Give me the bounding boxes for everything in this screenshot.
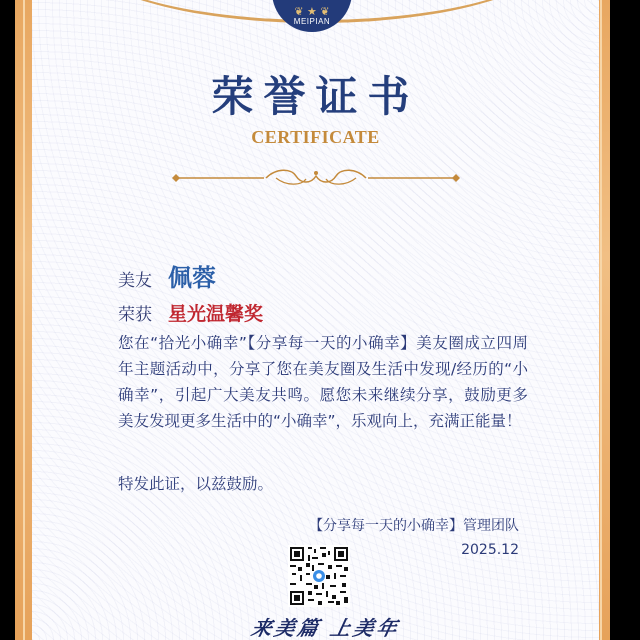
laurel-badge-icon: [272, 0, 352, 32]
emblem-brand-text: MEIPIAN: [293, 17, 331, 26]
award-name: 星光温馨奖: [168, 303, 264, 325]
qr-code-icon[interactable]: [288, 545, 350, 607]
ornament-divider-icon: [166, 166, 466, 190]
recipient-label: 美友: [118, 271, 152, 291]
certificate-body: 您在“拾光小确幸”【分享每一天的小确幸】美友圈成立四周年主题活动中，分享了您在美友圈及生活中发现/经历的“小确幸”，引起广大美友共鸣。愿您未来继续分享，鼓励更多美友发现更多生活中的“小确幸”，乐观向上，充满正能量！: [118, 334, 528, 430]
award-row: [118, 299, 263, 326]
laurel-icon: ❦ ★ ❦: [294, 5, 330, 18]
issue-date: 2025.12: [461, 542, 519, 558]
certificate-title: 荣誉证书: [211, 72, 420, 121]
certificate-closing: 特发此证，以兹鼓励。: [118, 475, 274, 493]
signature: 来美篇 上美年: [249, 616, 403, 640]
issuer-name: 【分享每一天的小确幸】管理团队: [309, 518, 519, 534]
certificate-subtitle: CERTIFICATE: [251, 127, 380, 147]
certificate-paper: [32, 0, 599, 640]
recipient-row: [118, 258, 216, 293]
recipient-name: 佩蓉: [168, 264, 216, 292]
award-label: 荣获: [118, 305, 152, 325]
